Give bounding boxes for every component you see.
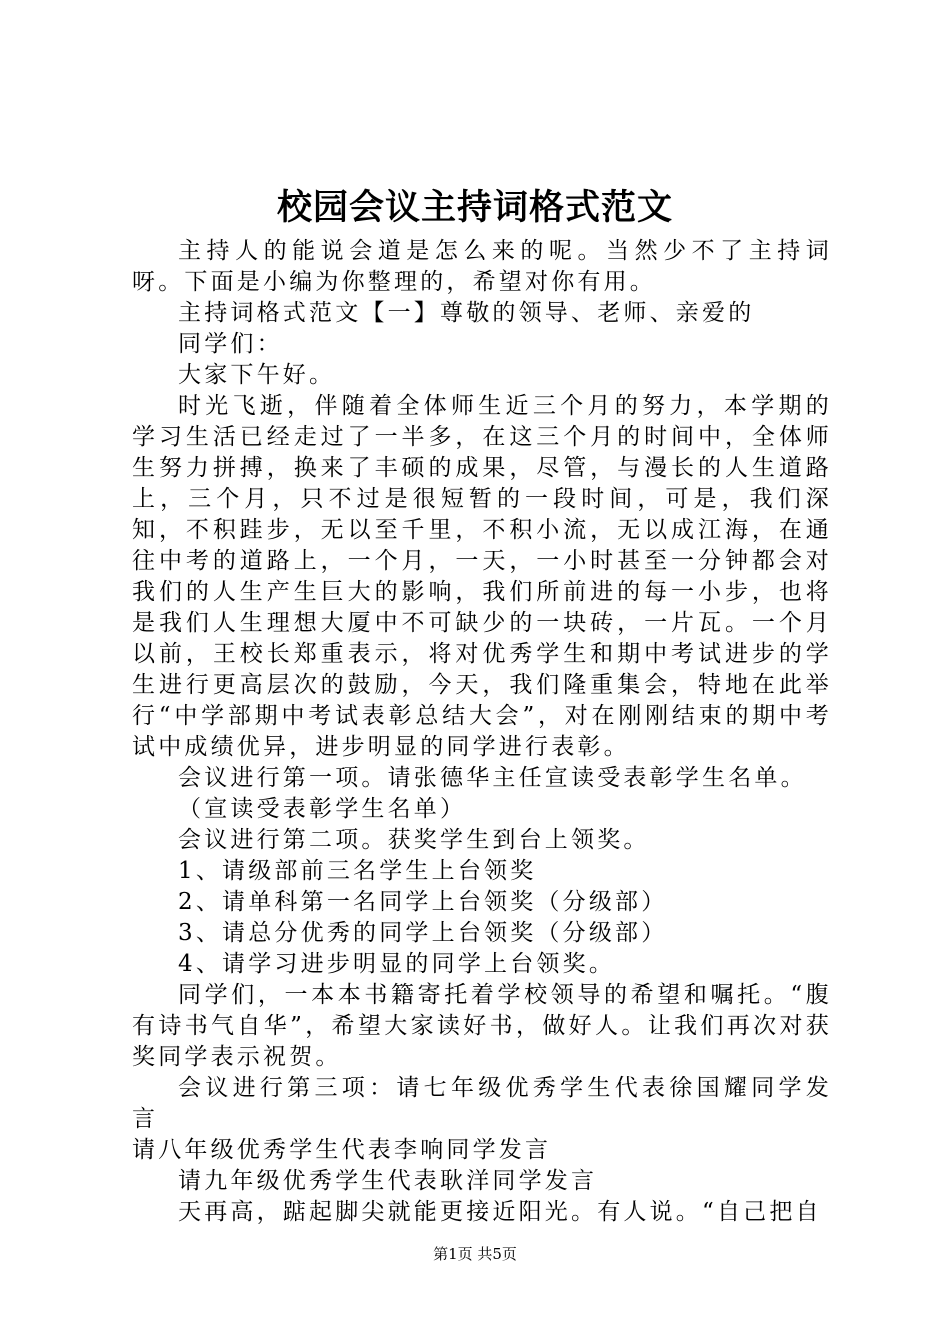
paragraph: 4、请学习进步明显的同学上台领奖。 — [178, 951, 616, 977]
paragraph: 会议进行第三项：请七年级优秀学生代表徐国耀同学发言 — [132, 1075, 832, 1132]
paragraph: 1、请级部前三名学生上台领奖 — [178, 858, 537, 884]
paragraph: 主持人的能说会道是怎么来的呢。当然少不了主持词呀。下面是小编为你整理的，希望对你有用。 — [132, 238, 832, 295]
paragraph: 同学们： — [178, 331, 283, 357]
page-number: 第1页 共5页 — [433, 1245, 517, 1263]
paragraph: 天再高，踮起脚尖就能更接近阳光。有人说。“自己把自 — [178, 1199, 822, 1225]
paragraph: 会议进行第一项。请张德华主任宣读受表彰学生名单。 — [178, 765, 807, 791]
paragraph: 2、请单科第一名同学上台领奖（分级部） — [178, 889, 668, 915]
paragraph: 主持词格式范文【一】尊敬的领导、老师、亲爱的 — [178, 300, 755, 326]
paragraph: 会议进行第二项。获奖学生到台上领奖。 — [178, 827, 650, 853]
paragraph: （宣读受表彰学生名单） — [178, 796, 467, 822]
paragraph: 同学们，一本本书籍寄托着学校领导的希望和嘱托。“腹有诗书气自华”，希望大家读好书，做好人。让我们再次对获奖同学表示祝贺。 — [132, 982, 832, 1070]
paragraph: 请九年级优秀学生代表耿洋同学发言 — [178, 1168, 598, 1194]
paragraph: 3、请总分优秀的同学上台领奖（分级部） — [178, 920, 668, 946]
document-body — [132, 236, 832, 1228]
page-title: 校园会议主持词格式范文 — [276, 187, 673, 228]
paragraph: 大家下午好。 — [178, 362, 336, 388]
paragraph: 请八年级优秀学生代表李响同学发言 — [132, 1137, 552, 1163]
paragraph: 时光飞逝，伴随着全体师生近三个月的努力，本学期的学习生活已经走过了一半多，在这三个月的时间中，全体师生努力拼搏，换来了丰硕的成果，尽管，与漫长的人生道路上，三个月，只不过是很短暂的一段时间，可是，我们深知，不积跬步，无以至千里，不积小流，无以成江海，在通往中考的道路上，一个月，一天，一小时甚至一分钟都会对我们的人生产生巨大的影响，我们所前进的每一小步，也将是我们人生理想大厦中不可缺少的一块砖，一片瓦。一个月以前，王校长郑重表示，将对优秀学生和期中考试进步的学生进行更高层次的鼓励，今天，我们隆重集会，特地在此举行“中学部期中考试表彰总结大会”，对在刚刚结束的期中考试中成绩优异，进步明显的同学进行表彰。 — [132, 393, 832, 760]
